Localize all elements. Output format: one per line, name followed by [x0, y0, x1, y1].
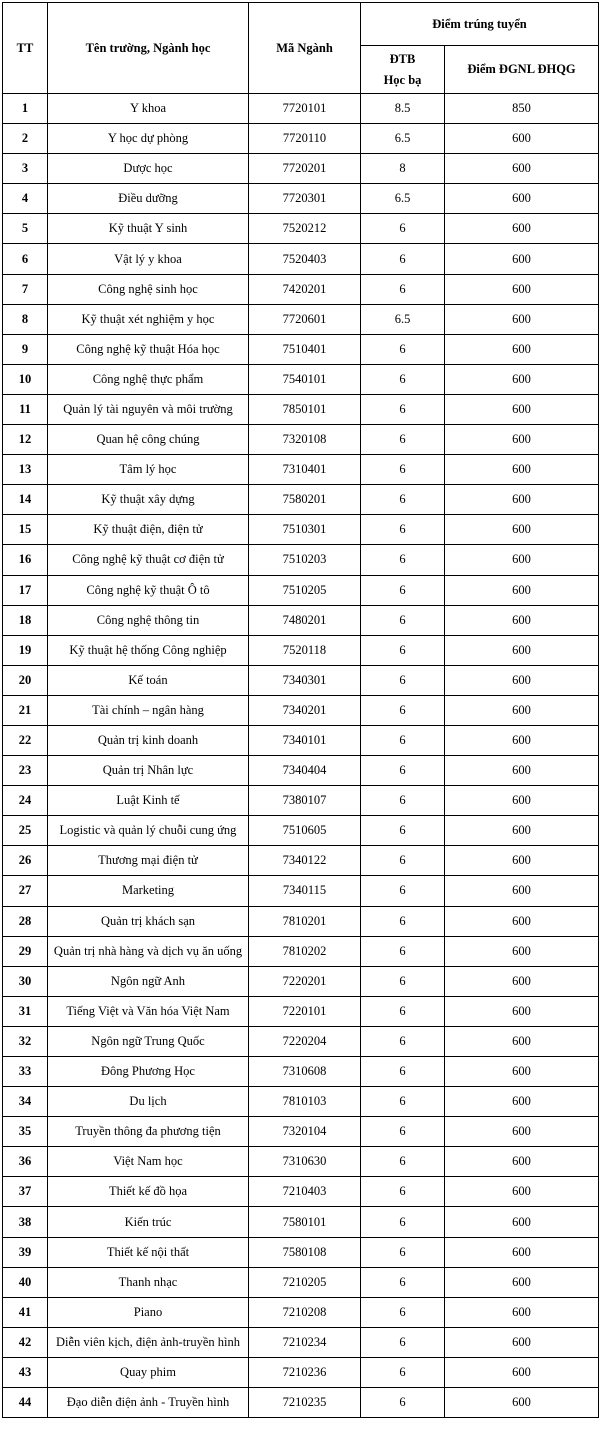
- row-dgnl: 600: [445, 1297, 599, 1327]
- row-dgnl: 600: [445, 1207, 599, 1237]
- row-code: 7720301: [249, 184, 361, 214]
- row-code: 7420201: [249, 274, 361, 304]
- row-dtb: 6.5: [361, 124, 445, 154]
- row-tt: 12: [3, 425, 48, 455]
- row-dgnl: 600: [445, 214, 599, 244]
- row-tt: 14: [3, 485, 48, 515]
- table-row: [3, 214, 599, 244]
- row-name: Quản trị Nhân lực: [48, 756, 249, 786]
- row-dgnl: 600: [445, 425, 599, 455]
- row-name: Luật Kinh tế: [48, 786, 249, 816]
- row-tt: 26: [3, 846, 48, 876]
- row-name: Tiếng Việt và Văn hóa Việt Nam: [48, 996, 249, 1026]
- row-name: Kỹ thuật hệ thống Công nghiệp: [48, 635, 249, 665]
- row-code: 7580201: [249, 485, 361, 515]
- row-dgnl: 600: [445, 485, 599, 515]
- row-dtb: 6: [361, 545, 445, 575]
- row-dtb: 6: [361, 996, 445, 1026]
- table-row: [3, 876, 599, 906]
- row-dtb: 6: [361, 244, 445, 274]
- row-dgnl: 600: [445, 274, 599, 304]
- table-row: [3, 425, 599, 455]
- admission-scores-table: [2, 2, 599, 1418]
- row-dtb: 6: [361, 1207, 445, 1237]
- table-row: [3, 846, 599, 876]
- row-dgnl: 600: [445, 846, 599, 876]
- row-name: Kiến trúc: [48, 1207, 249, 1237]
- header-row-top: [3, 3, 599, 46]
- row-code: 7220201: [249, 966, 361, 996]
- row-name: Việt Nam học: [48, 1147, 249, 1177]
- row-name: Công nghệ thực phẩm: [48, 364, 249, 394]
- row-tt: 9: [3, 334, 48, 364]
- row-code: 7340404: [249, 756, 361, 786]
- row-name: Marketing: [48, 876, 249, 906]
- row-code: 7220101: [249, 996, 361, 1026]
- row-tt: 37: [3, 1177, 48, 1207]
- row-dtb: 6: [361, 816, 445, 846]
- row-tt: 30: [3, 966, 48, 996]
- row-dgnl: 600: [445, 184, 599, 214]
- row-name: Đạo diễn điện ảnh - Truyền hình: [48, 1388, 249, 1418]
- row-dgnl: 600: [445, 545, 599, 575]
- table-row: [3, 244, 599, 274]
- table-row: [3, 394, 599, 424]
- table-row: [3, 756, 599, 786]
- row-dtb: 6: [361, 665, 445, 695]
- row-dtb: 6: [361, 575, 445, 605]
- row-dtb: 6: [361, 756, 445, 786]
- table-row: [3, 695, 599, 725]
- row-code: 7720201: [249, 154, 361, 184]
- row-tt: 36: [3, 1147, 48, 1177]
- row-dtb: 6: [361, 425, 445, 455]
- row-tt: 24: [3, 786, 48, 816]
- row-name: Quản trị nhà hàng và dịch vụ ăn uống: [48, 936, 249, 966]
- row-code: 7340101: [249, 725, 361, 755]
- row-code: 7510401: [249, 334, 361, 364]
- row-tt: 25: [3, 816, 48, 846]
- row-tt: 16: [3, 545, 48, 575]
- table-row: [3, 485, 599, 515]
- row-code: 7510301: [249, 515, 361, 545]
- row-dgnl: 600: [445, 996, 599, 1026]
- row-dgnl: 600: [445, 1267, 599, 1297]
- row-tt: 1: [3, 94, 48, 124]
- row-dtb: 6: [361, 936, 445, 966]
- table-row: [3, 515, 599, 545]
- row-dgnl: 600: [445, 876, 599, 906]
- row-code: 7720110: [249, 124, 361, 154]
- row-name: Thương mại điện tử: [48, 846, 249, 876]
- row-dtb: 6: [361, 1117, 445, 1147]
- row-tt: 40: [3, 1267, 48, 1297]
- header-code: Mã Ngành: [249, 3, 361, 94]
- row-tt: 27: [3, 876, 48, 906]
- row-dgnl: 600: [445, 906, 599, 936]
- table-row: [3, 996, 599, 1026]
- table-row: [3, 1357, 599, 1387]
- row-code: 7320108: [249, 425, 361, 455]
- table-row: [3, 635, 599, 665]
- row-dtb: 6: [361, 605, 445, 635]
- row-dgnl: 600: [445, 334, 599, 364]
- row-code: 7510203: [249, 545, 361, 575]
- table-row: [3, 906, 599, 936]
- row-tt: 43: [3, 1357, 48, 1387]
- row-name: Y học dự phòng: [48, 124, 249, 154]
- row-code: 7850101: [249, 394, 361, 424]
- row-name: Kế toán: [48, 665, 249, 695]
- header-dtb-line2: Học bạ: [383, 72, 422, 87]
- row-dtb: 8: [361, 154, 445, 184]
- row-dgnl: 600: [445, 455, 599, 485]
- row-name: Kỹ thuật điện, điện tử: [48, 515, 249, 545]
- row-code: 7340115: [249, 876, 361, 906]
- row-dgnl: 600: [445, 1087, 599, 1117]
- row-tt: 44: [3, 1388, 48, 1418]
- row-code: 7520212: [249, 214, 361, 244]
- table-row: [3, 725, 599, 755]
- row-tt: 3: [3, 154, 48, 184]
- row-tt: 17: [3, 575, 48, 605]
- table-row: [3, 124, 599, 154]
- row-code: 7210403: [249, 1177, 361, 1207]
- row-dgnl: 600: [445, 816, 599, 846]
- row-dtb: 8.5: [361, 94, 445, 124]
- row-dgnl: 600: [445, 1388, 599, 1418]
- row-tt: 42: [3, 1327, 48, 1357]
- row-dtb: 6: [361, 876, 445, 906]
- row-code: 7720101: [249, 94, 361, 124]
- table-row: [3, 545, 599, 575]
- row-name: Ngôn ngữ Trung Quốc: [48, 1026, 249, 1056]
- row-dtb: 6: [361, 725, 445, 755]
- row-name: Logistic và quản lý chuỗi cung ứng: [48, 816, 249, 846]
- row-name: Quản trị kinh doanh: [48, 725, 249, 755]
- row-dtb: 6: [361, 1026, 445, 1056]
- row-name: Du lịch: [48, 1087, 249, 1117]
- row-name: Tài chính – ngân hàng: [48, 695, 249, 725]
- row-dtb: 6: [361, 274, 445, 304]
- row-name: Quan hệ công chúng: [48, 425, 249, 455]
- row-tt: 7: [3, 274, 48, 304]
- row-code: 7320104: [249, 1117, 361, 1147]
- row-dgnl: 600: [445, 605, 599, 635]
- row-name: Thiết kế nội thất: [48, 1237, 249, 1267]
- table-row: [3, 936, 599, 966]
- row-dgnl: 600: [445, 124, 599, 154]
- row-code: 7210234: [249, 1327, 361, 1357]
- table-row: [3, 94, 599, 124]
- row-dgnl: 600: [445, 1177, 599, 1207]
- row-code: 7210205: [249, 1267, 361, 1297]
- row-code: 7510205: [249, 575, 361, 605]
- row-name: Công nghệ sinh học: [48, 274, 249, 304]
- row-dtb: 6: [361, 455, 445, 485]
- table-row: [3, 1147, 599, 1177]
- table-row: [3, 1117, 599, 1147]
- row-dgnl: 600: [445, 244, 599, 274]
- table-row: [3, 455, 599, 485]
- row-name: Vật lý y khoa: [48, 244, 249, 274]
- row-name: Quản lý tài nguyên và môi trường: [48, 394, 249, 424]
- row-dgnl: 600: [445, 695, 599, 725]
- row-tt: 6: [3, 244, 48, 274]
- row-dtb: 6: [361, 635, 445, 665]
- row-dgnl: 600: [445, 635, 599, 665]
- header-score-group: Điểm trúng tuyển: [361, 3, 599, 46]
- row-name: Thanh nhạc: [48, 1267, 249, 1297]
- row-code: 7810201: [249, 906, 361, 936]
- row-dgnl: 600: [445, 575, 599, 605]
- row-tt: 8: [3, 304, 48, 334]
- row-tt: 20: [3, 665, 48, 695]
- table-row: [3, 575, 599, 605]
- row-tt: 34: [3, 1087, 48, 1117]
- row-tt: 18: [3, 605, 48, 635]
- table-row: [3, 1297, 599, 1327]
- row-tt: 22: [3, 725, 48, 755]
- row-dtb: 6: [361, 1147, 445, 1177]
- row-dgnl: 600: [445, 1026, 599, 1056]
- header-tt: TT: [3, 3, 48, 94]
- row-dgnl: 600: [445, 936, 599, 966]
- row-code: 7520118: [249, 635, 361, 665]
- row-code: 7340301: [249, 665, 361, 695]
- row-name: Dược học: [48, 154, 249, 184]
- table-row: [3, 1087, 599, 1117]
- table-row: [3, 1026, 599, 1056]
- row-dgnl: 600: [445, 1357, 599, 1387]
- row-code: 7210235: [249, 1388, 361, 1418]
- row-dtb: 6: [361, 1327, 445, 1357]
- header-dtb: [361, 46, 445, 94]
- row-tt: 15: [3, 515, 48, 545]
- row-tt: 5: [3, 214, 48, 244]
- row-dtb: 6: [361, 1237, 445, 1267]
- row-code: 7340201: [249, 695, 361, 725]
- row-code: 7210236: [249, 1357, 361, 1387]
- table-row: [3, 1177, 599, 1207]
- row-dgnl: 600: [445, 1237, 599, 1267]
- row-name: Thiết kế đồ họa: [48, 1177, 249, 1207]
- table-row: [3, 1327, 599, 1357]
- row-name: Công nghệ kỹ thuật Hóa học: [48, 334, 249, 364]
- row-name: Kỹ thuật xét nghiệm y học: [48, 304, 249, 334]
- row-dgnl: 600: [445, 394, 599, 424]
- row-dtb: 6: [361, 786, 445, 816]
- row-tt: 28: [3, 906, 48, 936]
- row-tt: 2: [3, 124, 48, 154]
- row-name: Y khoa: [48, 94, 249, 124]
- row-dgnl: 600: [445, 515, 599, 545]
- table-body: [3, 94, 599, 1418]
- row-name: Piano: [48, 1297, 249, 1327]
- row-code: 7310608: [249, 1057, 361, 1087]
- row-dgnl: 600: [445, 304, 599, 334]
- row-code: 7480201: [249, 605, 361, 635]
- row-dtb: 6: [361, 1177, 445, 1207]
- row-name: Diễn viên kịch, điện ảnh-truyền hình: [48, 1327, 249, 1357]
- table-row: [3, 816, 599, 846]
- row-name: Kỹ thuật xây dựng: [48, 485, 249, 515]
- table-row: [3, 1237, 599, 1267]
- row-dtb: 6.5: [361, 304, 445, 334]
- row-name: Đông Phương Học: [48, 1057, 249, 1087]
- row-code: 7810202: [249, 936, 361, 966]
- row-tt: 41: [3, 1297, 48, 1327]
- row-dgnl: 600: [445, 1057, 599, 1087]
- table-row: [3, 304, 599, 334]
- row-dgnl: 600: [445, 786, 599, 816]
- row-code: 7520403: [249, 244, 361, 274]
- row-dtb: 6.5: [361, 184, 445, 214]
- table-row: [3, 786, 599, 816]
- row-tt: 35: [3, 1117, 48, 1147]
- table-row: [3, 665, 599, 695]
- row-dtb: 6: [361, 1087, 445, 1117]
- header-dgnl: Điểm ĐGNL ĐHQG: [445, 46, 599, 94]
- row-dtb: 6: [361, 1297, 445, 1327]
- row-code: 7310630: [249, 1147, 361, 1177]
- row-code: 7310401: [249, 455, 361, 485]
- row-tt: 19: [3, 635, 48, 665]
- row-name: Quay phim: [48, 1357, 249, 1387]
- row-dtb: 6: [361, 906, 445, 936]
- table-row: [3, 1267, 599, 1297]
- row-name: Ngôn ngữ Anh: [48, 966, 249, 996]
- row-dtb: 6: [361, 966, 445, 996]
- table-row: [3, 334, 599, 364]
- row-tt: 21: [3, 695, 48, 725]
- row-name: Tâm lý học: [48, 455, 249, 485]
- row-code: 7220204: [249, 1026, 361, 1056]
- row-dgnl: 600: [445, 364, 599, 394]
- row-dgnl: 600: [445, 665, 599, 695]
- row-tt: 4: [3, 184, 48, 214]
- row-tt: 31: [3, 996, 48, 1026]
- row-dgnl: 600: [445, 154, 599, 184]
- row-dgnl: 600: [445, 756, 599, 786]
- row-dgnl: 600: [445, 1327, 599, 1357]
- table-row: [3, 1057, 599, 1087]
- row-tt: 23: [3, 756, 48, 786]
- row-tt: 11: [3, 394, 48, 424]
- row-code: 7540101: [249, 364, 361, 394]
- table-row: [3, 364, 599, 394]
- row-name: Kỹ thuật Y sinh: [48, 214, 249, 244]
- row-code: 7210208: [249, 1297, 361, 1327]
- table-row: [3, 966, 599, 996]
- header-dtb-line1: ĐTB: [389, 51, 416, 66]
- row-name: Điều dưỡng: [48, 184, 249, 214]
- row-name: Truyền thông đa phương tiện: [48, 1117, 249, 1147]
- row-code: 7380107: [249, 786, 361, 816]
- row-dtb: 6: [361, 394, 445, 424]
- row-name: Công nghệ thông tin: [48, 605, 249, 635]
- table-row: [3, 605, 599, 635]
- row-name: Quản trị khách sạn: [48, 906, 249, 936]
- row-code: 7340122: [249, 846, 361, 876]
- row-dgnl: 600: [445, 966, 599, 996]
- row-dtb: 6: [361, 1057, 445, 1087]
- table-row: [3, 1207, 599, 1237]
- row-code: 7810103: [249, 1087, 361, 1117]
- table-row: [3, 184, 599, 214]
- row-dtb: 6: [361, 1267, 445, 1297]
- row-tt: 10: [3, 364, 48, 394]
- table-row: [3, 1388, 599, 1418]
- row-dgnl: 600: [445, 1117, 599, 1147]
- header-name: Tên trường, Ngành học: [48, 3, 249, 94]
- row-dtb: 6: [361, 695, 445, 725]
- table-row: [3, 154, 599, 184]
- row-dtb: 6: [361, 1357, 445, 1387]
- row-tt: 33: [3, 1057, 48, 1087]
- row-dgnl: 600: [445, 725, 599, 755]
- row-code: 7510605: [249, 816, 361, 846]
- row-tt: 32: [3, 1026, 48, 1056]
- row-dgnl: 600: [445, 1147, 599, 1177]
- row-dtb: 6: [361, 214, 445, 244]
- row-tt: 29: [3, 936, 48, 966]
- row-tt: 39: [3, 1237, 48, 1267]
- row-dtb: 6: [361, 846, 445, 876]
- row-dtb: 6: [361, 364, 445, 394]
- row-tt: 13: [3, 455, 48, 485]
- row-name: Công nghệ kỹ thuật Ô tô: [48, 575, 249, 605]
- row-dtb: 6: [361, 1388, 445, 1418]
- row-dgnl: 850: [445, 94, 599, 124]
- row-tt: 38: [3, 1207, 48, 1237]
- row-dtb: 6: [361, 485, 445, 515]
- table-row: [3, 274, 599, 304]
- row-code: 7720601: [249, 304, 361, 334]
- row-dtb: 6: [361, 515, 445, 545]
- row-name: Công nghệ kỹ thuật cơ điện tử: [48, 545, 249, 575]
- row-code: 7580101: [249, 1207, 361, 1237]
- row-code: 7580108: [249, 1237, 361, 1267]
- row-dtb: 6: [361, 334, 445, 364]
